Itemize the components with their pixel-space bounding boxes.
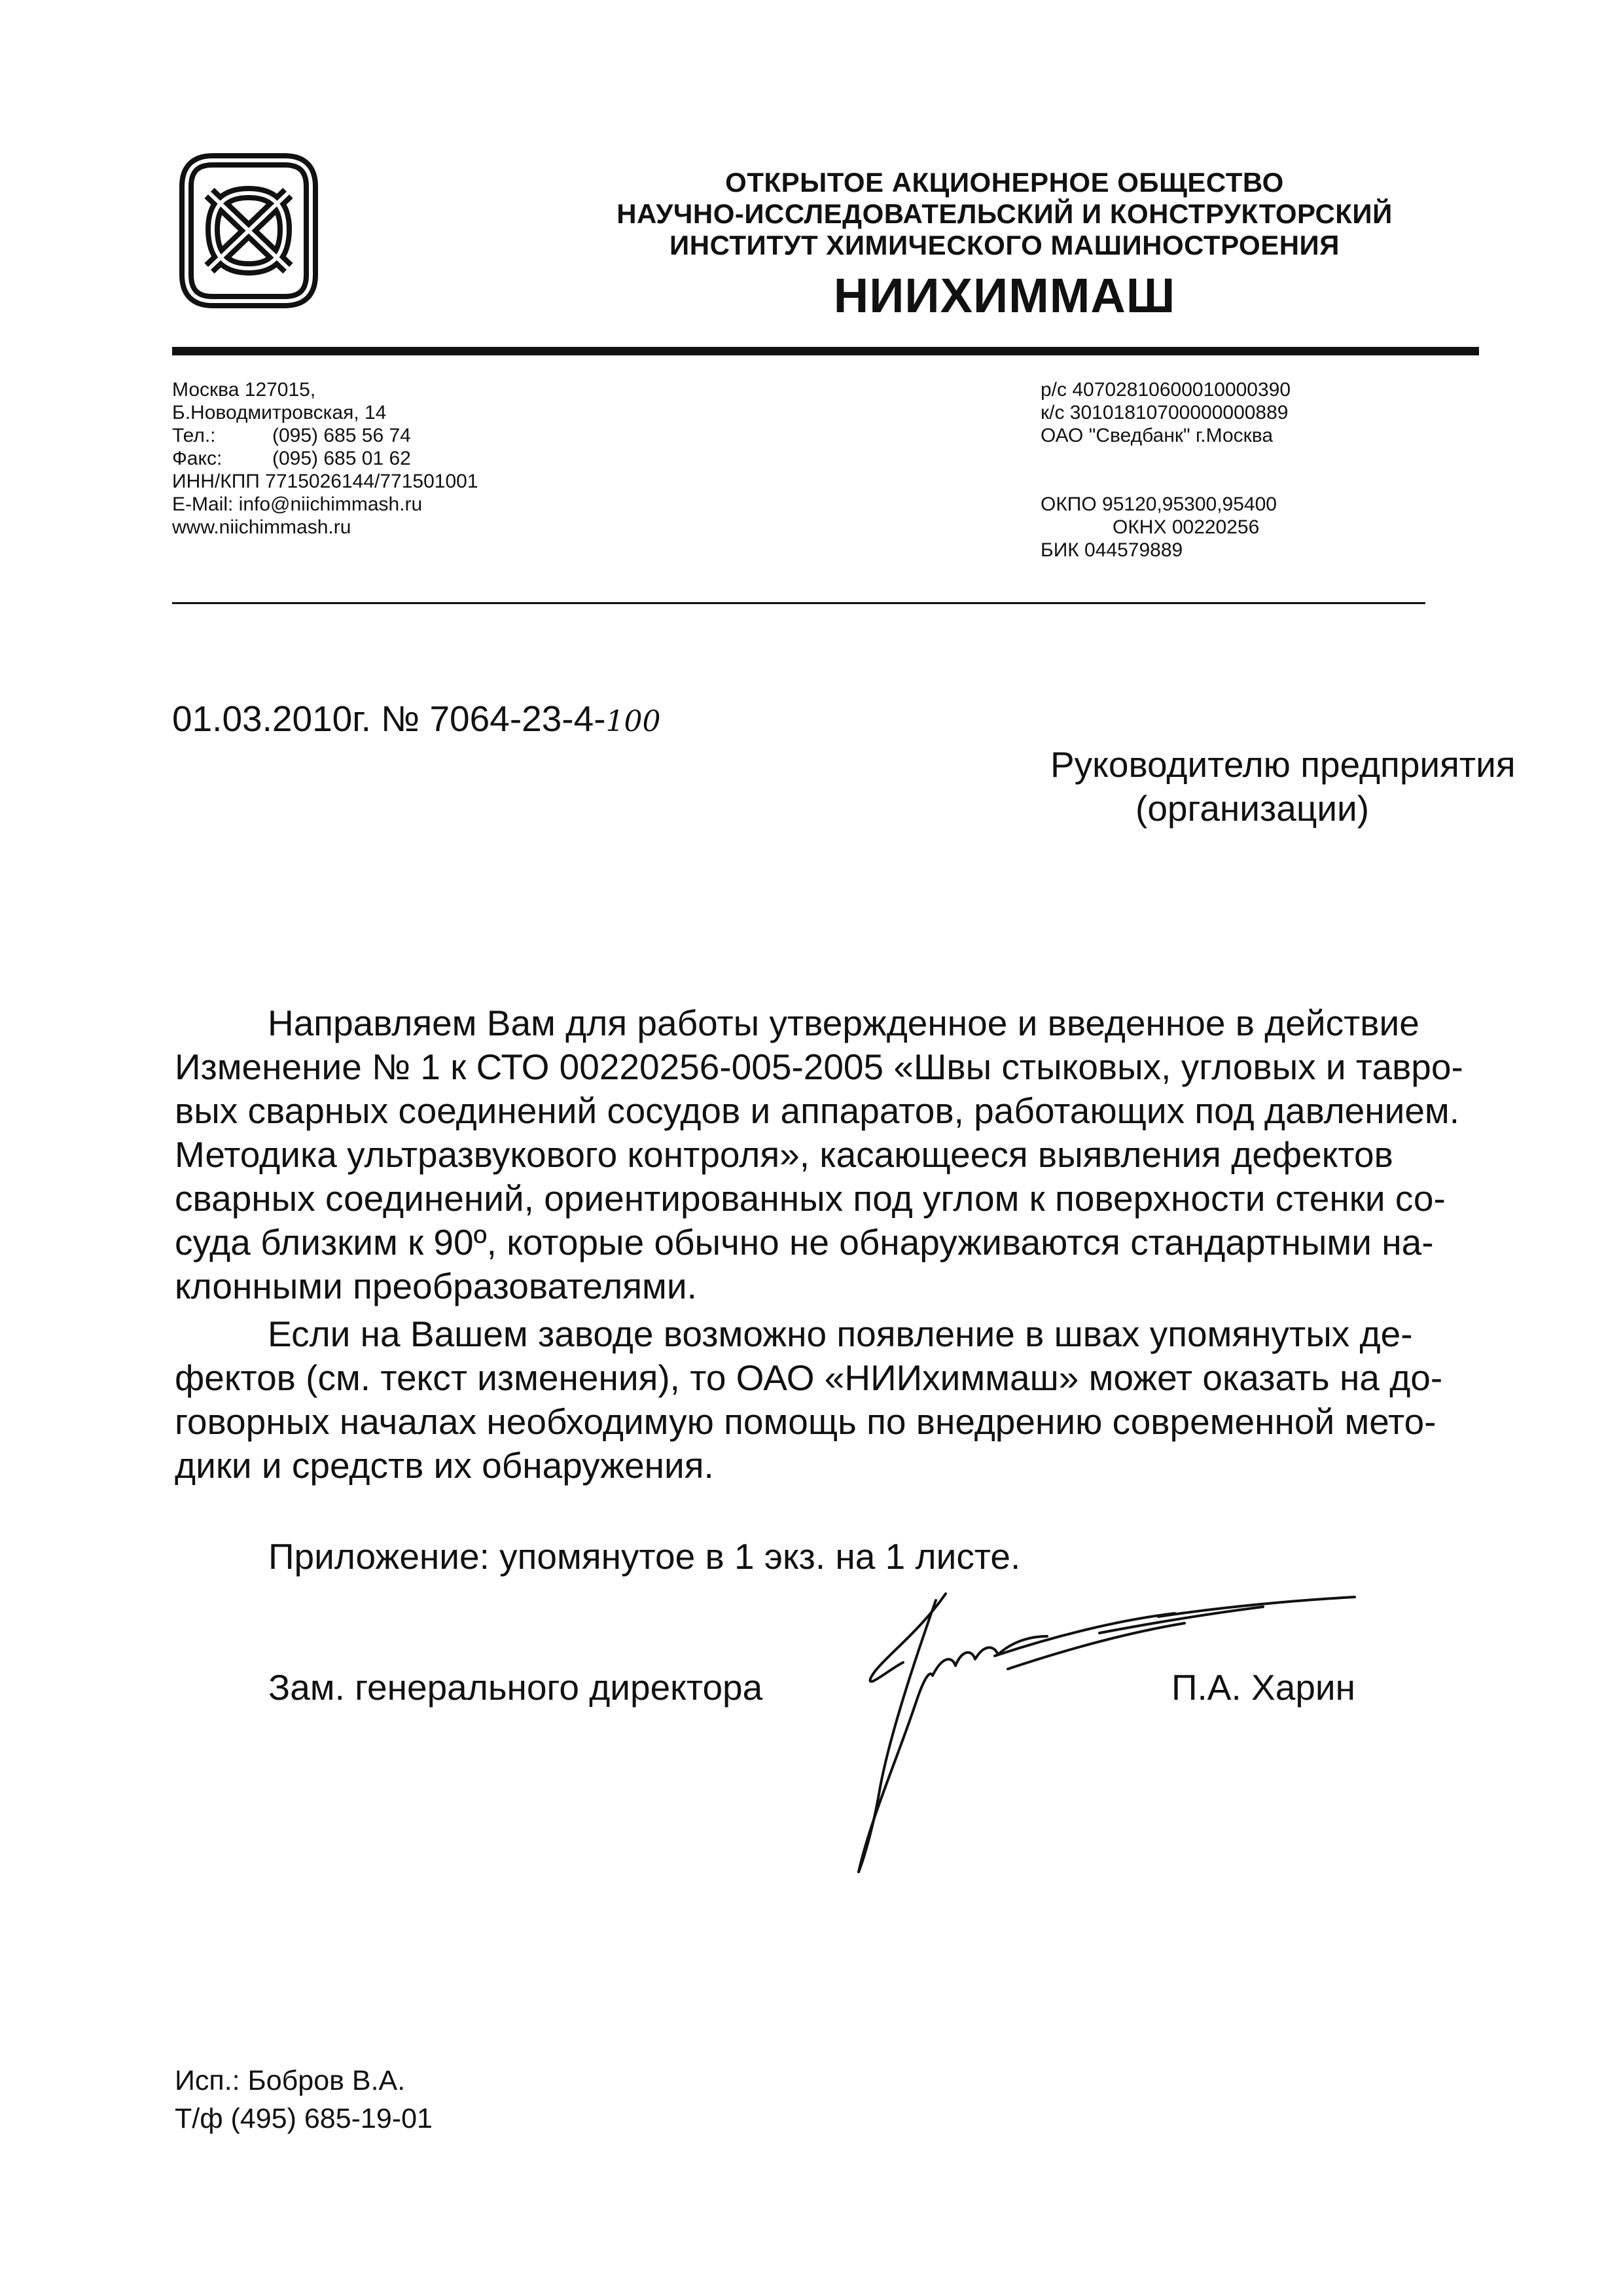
- addressee-line-2: (организации): [1135, 788, 1370, 829]
- bank-okonh: ОКНХ 00220256: [1113, 516, 1260, 538]
- paragraph-line: фектов (см. текст изменения), то ОАО «НИИхиммаш» может оказать на до-: [175, 1357, 1443, 1398]
- fax-label: Факс:: [172, 448, 223, 469]
- phone-value: (095) 685 56 74: [272, 425, 411, 446]
- body-paragraph-1: [175, 1001, 1463, 1308]
- organization-header: [576, 167, 1433, 324]
- paragraph-line: суда близким к 90º, которые обычно не обнаруживаются стандартными на-: [175, 1222, 1434, 1263]
- bank-settlement-account: р/с 40702810600010000390: [1041, 379, 1291, 401]
- bank-correspondent-account: к/с 30101810700000000889: [1041, 402, 1289, 423]
- paragraph-line: Направляем Вам для работы утвержденное и введенное в действие: [268, 1003, 1419, 1043]
- fax-value: (095) 685 01 62: [272, 448, 411, 469]
- header-divider-thin: [172, 602, 1425, 604]
- contact-details: [172, 378, 478, 539]
- executor-info: [175, 2062, 433, 2138]
- org-line-2: НАУЧНО-ИССЛЕДОВАТЕЛЬСКИЙ И КОНСТРУКТОРСКИЙ: [616, 198, 1393, 229]
- paragraph-line: вых сварных соединений сосудов и аппаратов, работающих под давлением.: [175, 1090, 1460, 1131]
- contact-phone: [172, 424, 478, 447]
- attachment-note: Приложение: упомянутое в 1 экз. на 1 листе.: [268, 1536, 1021, 1577]
- bank-details: [1041, 378, 1291, 562]
- paragraph-line: клонными преобразователями.: [175, 1266, 697, 1306]
- paragraph-line: Изменение № 1 к СТО 00220256-005-2005 «Швы стыковых, угловых и тавро-: [175, 1047, 1463, 1087]
- contact-email: E-Mail: info@niichimmash.ru: [172, 493, 423, 515]
- interlaced-knot-logo-icon: [173, 147, 324, 314]
- signer-title: Зам. генерального директора: [268, 1667, 763, 1708]
- paragraph-line: Методика ультразвукового контроля», касающееся выявления дефектов: [175, 1134, 1393, 1175]
- bank-name: ОАО "Сведбанк" г.Москва: [1041, 425, 1274, 446]
- bank-okpo: ОКПО 95120,95300,95400: [1041, 493, 1277, 515]
- contact-fax: [172, 447, 478, 470]
- contact-website: www.niichimmash.ru: [172, 516, 351, 538]
- org-line-1: ОТКРЫТОЕ АКЦИОНЕРНОЕ ОБЩЕСТВО: [725, 167, 1284, 198]
- bank-bik: БИК 044579889: [1041, 539, 1183, 561]
- contact-city: Москва 127015,: [172, 379, 316, 401]
- paragraph-line: Если на Вашем заводе возможно появление в швах упомянутых де-: [268, 1314, 1413, 1354]
- addressee-line-1: Руководителю предприятия: [1050, 744, 1516, 785]
- signer-name: П.А. Харин: [1171, 1667, 1356, 1708]
- executor-name: Исп.: Бобров В.А.: [175, 2065, 406, 2096]
- handwritten-signature: [818, 1571, 1440, 1898]
- header-divider-thick: [172, 347, 1479, 355]
- handwritten-number: 100: [605, 705, 661, 738]
- paragraph-line: дики и средств их обнаружения.: [175, 1445, 714, 1486]
- date-number-text: 01.03.2010г. № 7064-23-4-: [172, 698, 606, 739]
- contact-street: Б.Новодмитровская, 14: [172, 402, 387, 423]
- letter-date-number: [172, 697, 661, 744]
- executor-phone: Т/ф (495) 685-19-01: [175, 2103, 433, 2134]
- contact-inn-kpp: ИНН/КПП 7715026144/771501001: [172, 471, 478, 492]
- org-short-name: НИИХИММАШ: [833, 268, 1176, 323]
- phone-label: Тел.:: [172, 425, 216, 446]
- paragraph-line: сварных соединений, ориентированных под углом к поверхности стенки со-: [175, 1178, 1446, 1219]
- body-paragraph-2: [175, 1312, 1442, 1488]
- paragraph-line: говорных началах необходимую помощь по внедрению современной мето-: [175, 1401, 1436, 1442]
- org-line-3: ИНСТИТУТ ХИМИЧЕСКОГО МАШИНОСТРОЕНИЯ: [669, 230, 1340, 260]
